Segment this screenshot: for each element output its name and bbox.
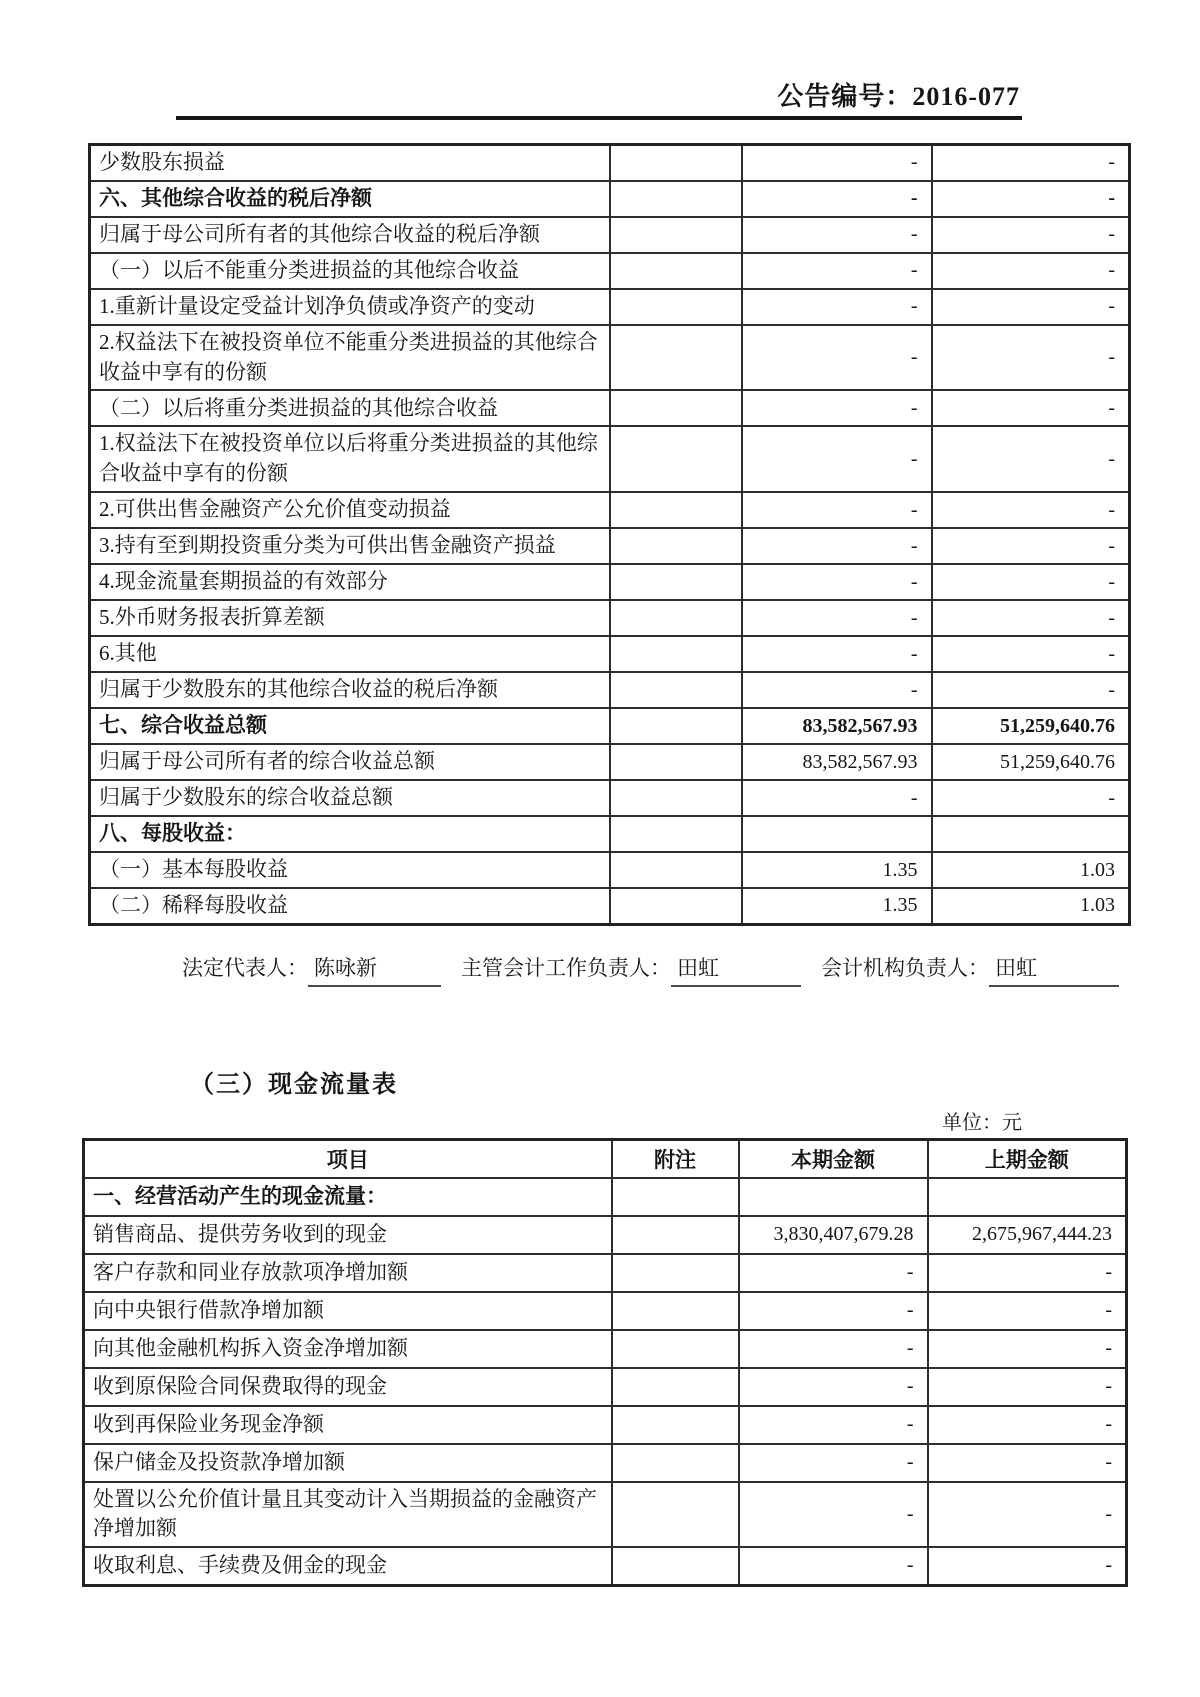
row-current-amount: - — [742, 600, 932, 636]
row-label: 处置以公允价值计量且其变动计入当期损益的金融资产净增加额 — [84, 1482, 612, 1548]
column-header-current: 本期金额 — [739, 1140, 928, 1178]
row-note-cell — [610, 528, 742, 564]
table-row — [84, 1482, 1127, 1548]
row-prior-amount: - — [928, 1406, 1127, 1444]
row-label: 5.外币财务报表折算差额 — [90, 600, 610, 636]
row-label: （一）以后不能重分类进损益的其他综合收益 — [90, 253, 610, 289]
table-row — [90, 492, 1130, 528]
row-prior-amount: - — [928, 1482, 1127, 1548]
row-prior-amount — [928, 1178, 1127, 1216]
row-note-cell — [610, 145, 742, 181]
accounting-head-signature — [461, 952, 801, 987]
row-label: 归属于少数股东的其他综合收益的税后净额 — [90, 672, 610, 708]
row-note-cell — [610, 289, 742, 325]
row-prior-amount: 2,675,967,444.23 — [928, 1216, 1127, 1254]
row-current-amount: - — [742, 564, 932, 600]
row-label: 销售商品、提供劳务收到的现金 — [84, 1216, 612, 1254]
row-label: 少数股东损益 — [90, 145, 610, 181]
signature-row — [182, 952, 1119, 987]
row-note-cell — [610, 217, 742, 253]
row-prior-amount: - — [932, 217, 1130, 253]
row-prior-amount: - — [932, 426, 1130, 492]
row-note-cell — [610, 816, 742, 852]
row-current-amount: - — [739, 1292, 928, 1330]
row-label: 六、其他综合收益的税后净额 — [90, 181, 610, 217]
table-row — [90, 145, 1130, 181]
accounting-org-name: 田虹 — [989, 952, 1119, 987]
row-prior-amount: 51,259,640.76 — [932, 744, 1130, 780]
row-note-cell — [612, 1406, 739, 1444]
row-current-amount — [742, 816, 932, 852]
row-label: 归属于母公司所有者的其他综合收益的税后净额 — [90, 217, 610, 253]
row-note-cell — [612, 1482, 739, 1548]
table-row — [90, 636, 1130, 672]
row-label: 归属于母公司所有者的综合收益总额 — [90, 744, 610, 780]
row-note-cell — [612, 1216, 739, 1254]
row-current-amount: - — [742, 672, 932, 708]
row-current-amount: - — [742, 145, 932, 181]
row-note-cell — [610, 744, 742, 780]
row-note-cell — [612, 1292, 739, 1330]
cash-flow-table-body — [84, 1178, 1127, 1586]
row-note-cell — [610, 636, 742, 672]
row-prior-amount: - — [932, 600, 1130, 636]
row-prior-amount: - — [932, 145, 1130, 181]
row-label: 收到再保险业务现金净额 — [84, 1406, 612, 1444]
row-prior-amount: - — [932, 253, 1130, 289]
row-prior-amount: - — [932, 492, 1130, 528]
row-label: 2.可供出售金融资产公允价值变动损益 — [90, 492, 610, 528]
legal-rep-name: 陈咏新 — [308, 952, 441, 987]
row-current-amount: - — [742, 636, 932, 672]
row-label: 3.持有至到期投资重分类为可供出售金融资产损益 — [90, 528, 610, 564]
row-label: 保户储金及投资款净增加额 — [84, 1444, 612, 1482]
row-label: 八、每股收益： — [90, 816, 610, 852]
row-current-amount: - — [739, 1254, 928, 1292]
accounting-head-name: 田虹 — [671, 952, 801, 987]
row-label: 2.权益法下在被投资单位不能重分类进损益的其他综合收益中享有的份额 — [90, 325, 610, 391]
table-row — [90, 325, 1130, 391]
table-row — [84, 1444, 1127, 1482]
column-header-prior: 上期金额 — [928, 1140, 1127, 1178]
row-current-amount: 3,830,407,679.28 — [739, 1216, 928, 1254]
legal-rep-label: 法定代表人： — [182, 956, 308, 980]
row-prior-amount: 51,259,640.76 — [932, 708, 1130, 744]
row-label: 一、经营活动产生的现金流量： — [84, 1178, 612, 1216]
cash-flow-table — [82, 1138, 1128, 1587]
row-prior-amount: - — [928, 1292, 1127, 1330]
table-row — [90, 564, 1130, 600]
unit-label: 单位：元 — [942, 1112, 1022, 1134]
row-label: 向中央银行借款净增加额 — [84, 1292, 612, 1330]
accounting-org-label: 会计机构负责人： — [821, 956, 989, 980]
section-title-cash-flow-statement: （三）现金流量表 — [190, 1072, 398, 1098]
row-note-cell — [610, 672, 742, 708]
header-rule — [176, 116, 1022, 120]
row-current-amount: - — [742, 253, 932, 289]
table-row — [90, 390, 1130, 426]
row-note-cell — [610, 325, 742, 391]
row-label: 归属于少数股东的综合收益总额 — [90, 780, 610, 816]
row-current-amount — [739, 1178, 928, 1216]
legal-rep-signature — [182, 952, 441, 987]
row-prior-amount: 1.03 — [932, 888, 1130, 924]
table-row — [84, 1330, 1127, 1368]
row-current-amount: - — [742, 492, 932, 528]
row-prior-amount — [932, 816, 1130, 852]
row-current-amount: - — [742, 217, 932, 253]
row-note-cell — [610, 390, 742, 426]
row-current-amount: 1.35 — [742, 888, 932, 924]
row-prior-amount: - — [928, 1330, 1127, 1368]
row-prior-amount: - — [932, 780, 1130, 816]
table-row — [90, 289, 1130, 325]
row-label: 1.权益法下在被投资单位以后将重分类进损益的其他综合收益中享有的份额 — [90, 426, 610, 492]
row-prior-amount: - — [932, 528, 1130, 564]
row-current-amount: 83,582,567.93 — [742, 744, 932, 780]
row-note-cell — [612, 1254, 739, 1292]
row-label: 4.现金流量套期损益的有效部分 — [90, 564, 610, 600]
announcement-number: 公告编号：2016-077 — [777, 82, 1020, 111]
table-row — [90, 181, 1130, 217]
row-current-amount: - — [739, 1547, 928, 1585]
row-prior-amount: - — [928, 1368, 1127, 1406]
table-row — [90, 672, 1130, 708]
comprehensive-income-table — [88, 143, 1131, 926]
table-row — [84, 1254, 1127, 1292]
row-note-cell — [610, 600, 742, 636]
row-note-cell — [612, 1547, 739, 1585]
table-row — [84, 1368, 1127, 1406]
accounting-org-signature — [821, 952, 1119, 987]
row-current-amount: - — [742, 289, 932, 325]
row-prior-amount: - — [928, 1547, 1127, 1585]
table-row — [90, 253, 1130, 289]
table-row — [90, 744, 1130, 780]
row-label: （二）稀释每股收益 — [90, 888, 610, 924]
row-note-cell — [610, 564, 742, 600]
row-current-amount: - — [739, 1368, 928, 1406]
row-prior-amount: - — [932, 390, 1130, 426]
row-prior-amount: - — [932, 564, 1130, 600]
table-row — [84, 1292, 1127, 1330]
row-label: 6.其他 — [90, 636, 610, 672]
row-current-amount: - — [742, 528, 932, 564]
table-row — [90, 708, 1130, 744]
row-label: 收取利息、手续费及佣金的现金 — [84, 1547, 612, 1585]
row-current-amount: - — [739, 1482, 928, 1548]
row-current-amount: - — [739, 1444, 928, 1482]
income-table-body — [90, 145, 1130, 925]
table-row — [90, 780, 1130, 816]
row-label: 七、综合收益总额 — [90, 708, 610, 744]
table-row — [90, 426, 1130, 492]
row-note-cell — [610, 492, 742, 528]
row-current-amount: - — [739, 1406, 928, 1444]
row-current-amount: - — [742, 390, 932, 426]
column-header-item: 项目 — [84, 1140, 612, 1178]
row-note-cell — [610, 852, 742, 888]
row-note-cell — [610, 780, 742, 816]
row-note-cell — [612, 1368, 739, 1406]
row-prior-amount: - — [932, 672, 1130, 708]
row-note-cell — [612, 1444, 739, 1482]
row-prior-amount: - — [932, 289, 1130, 325]
table-row — [90, 528, 1130, 564]
row-current-amount: - — [742, 181, 932, 217]
row-label: 1.重新计量设定受益计划净负债或净资产的变动 — [90, 289, 610, 325]
row-label: （一）基本每股收益 — [90, 852, 610, 888]
row-prior-amount: 1.03 — [932, 852, 1130, 888]
row-prior-amount: - — [928, 1444, 1127, 1482]
row-current-amount: - — [742, 426, 932, 492]
row-current-amount: 1.35 — [742, 852, 932, 888]
table-row — [84, 1547, 1127, 1585]
row-current-amount: - — [742, 780, 932, 816]
table-row — [84, 1178, 1127, 1216]
row-label: 客户存款和同业存放款项净增加额 — [84, 1254, 612, 1292]
row-note-cell — [610, 426, 742, 492]
row-current-amount: - — [742, 325, 932, 391]
row-prior-amount: - — [928, 1254, 1127, 1292]
row-current-amount: - — [739, 1330, 928, 1368]
table-header-row — [84, 1140, 1127, 1178]
row-prior-amount: - — [932, 325, 1130, 391]
row-label: 收到原保险合同保费取得的现金 — [84, 1368, 612, 1406]
table-row — [90, 816, 1130, 852]
row-prior-amount: - — [932, 181, 1130, 217]
row-note-cell — [610, 181, 742, 217]
row-note-cell — [610, 708, 742, 744]
row-prior-amount: - — [932, 636, 1130, 672]
table-row — [84, 1216, 1127, 1254]
row-label: （二）以后将重分类进损益的其他综合收益 — [90, 390, 610, 426]
row-note-cell — [612, 1178, 739, 1216]
row-label: 向其他金融机构拆入资金净增加额 — [84, 1330, 612, 1368]
row-note-cell — [610, 253, 742, 289]
column-header-note: 附注 — [612, 1140, 739, 1178]
table-row — [84, 1406, 1127, 1444]
row-note-cell — [612, 1330, 739, 1368]
accounting-head-label: 主管会计工作负责人： — [461, 956, 671, 980]
table-row — [90, 217, 1130, 253]
row-note-cell — [610, 888, 742, 924]
row-current-amount: 83,582,567.93 — [742, 708, 932, 744]
table-row — [90, 852, 1130, 888]
table-row — [90, 600, 1130, 636]
table-row — [90, 888, 1130, 924]
